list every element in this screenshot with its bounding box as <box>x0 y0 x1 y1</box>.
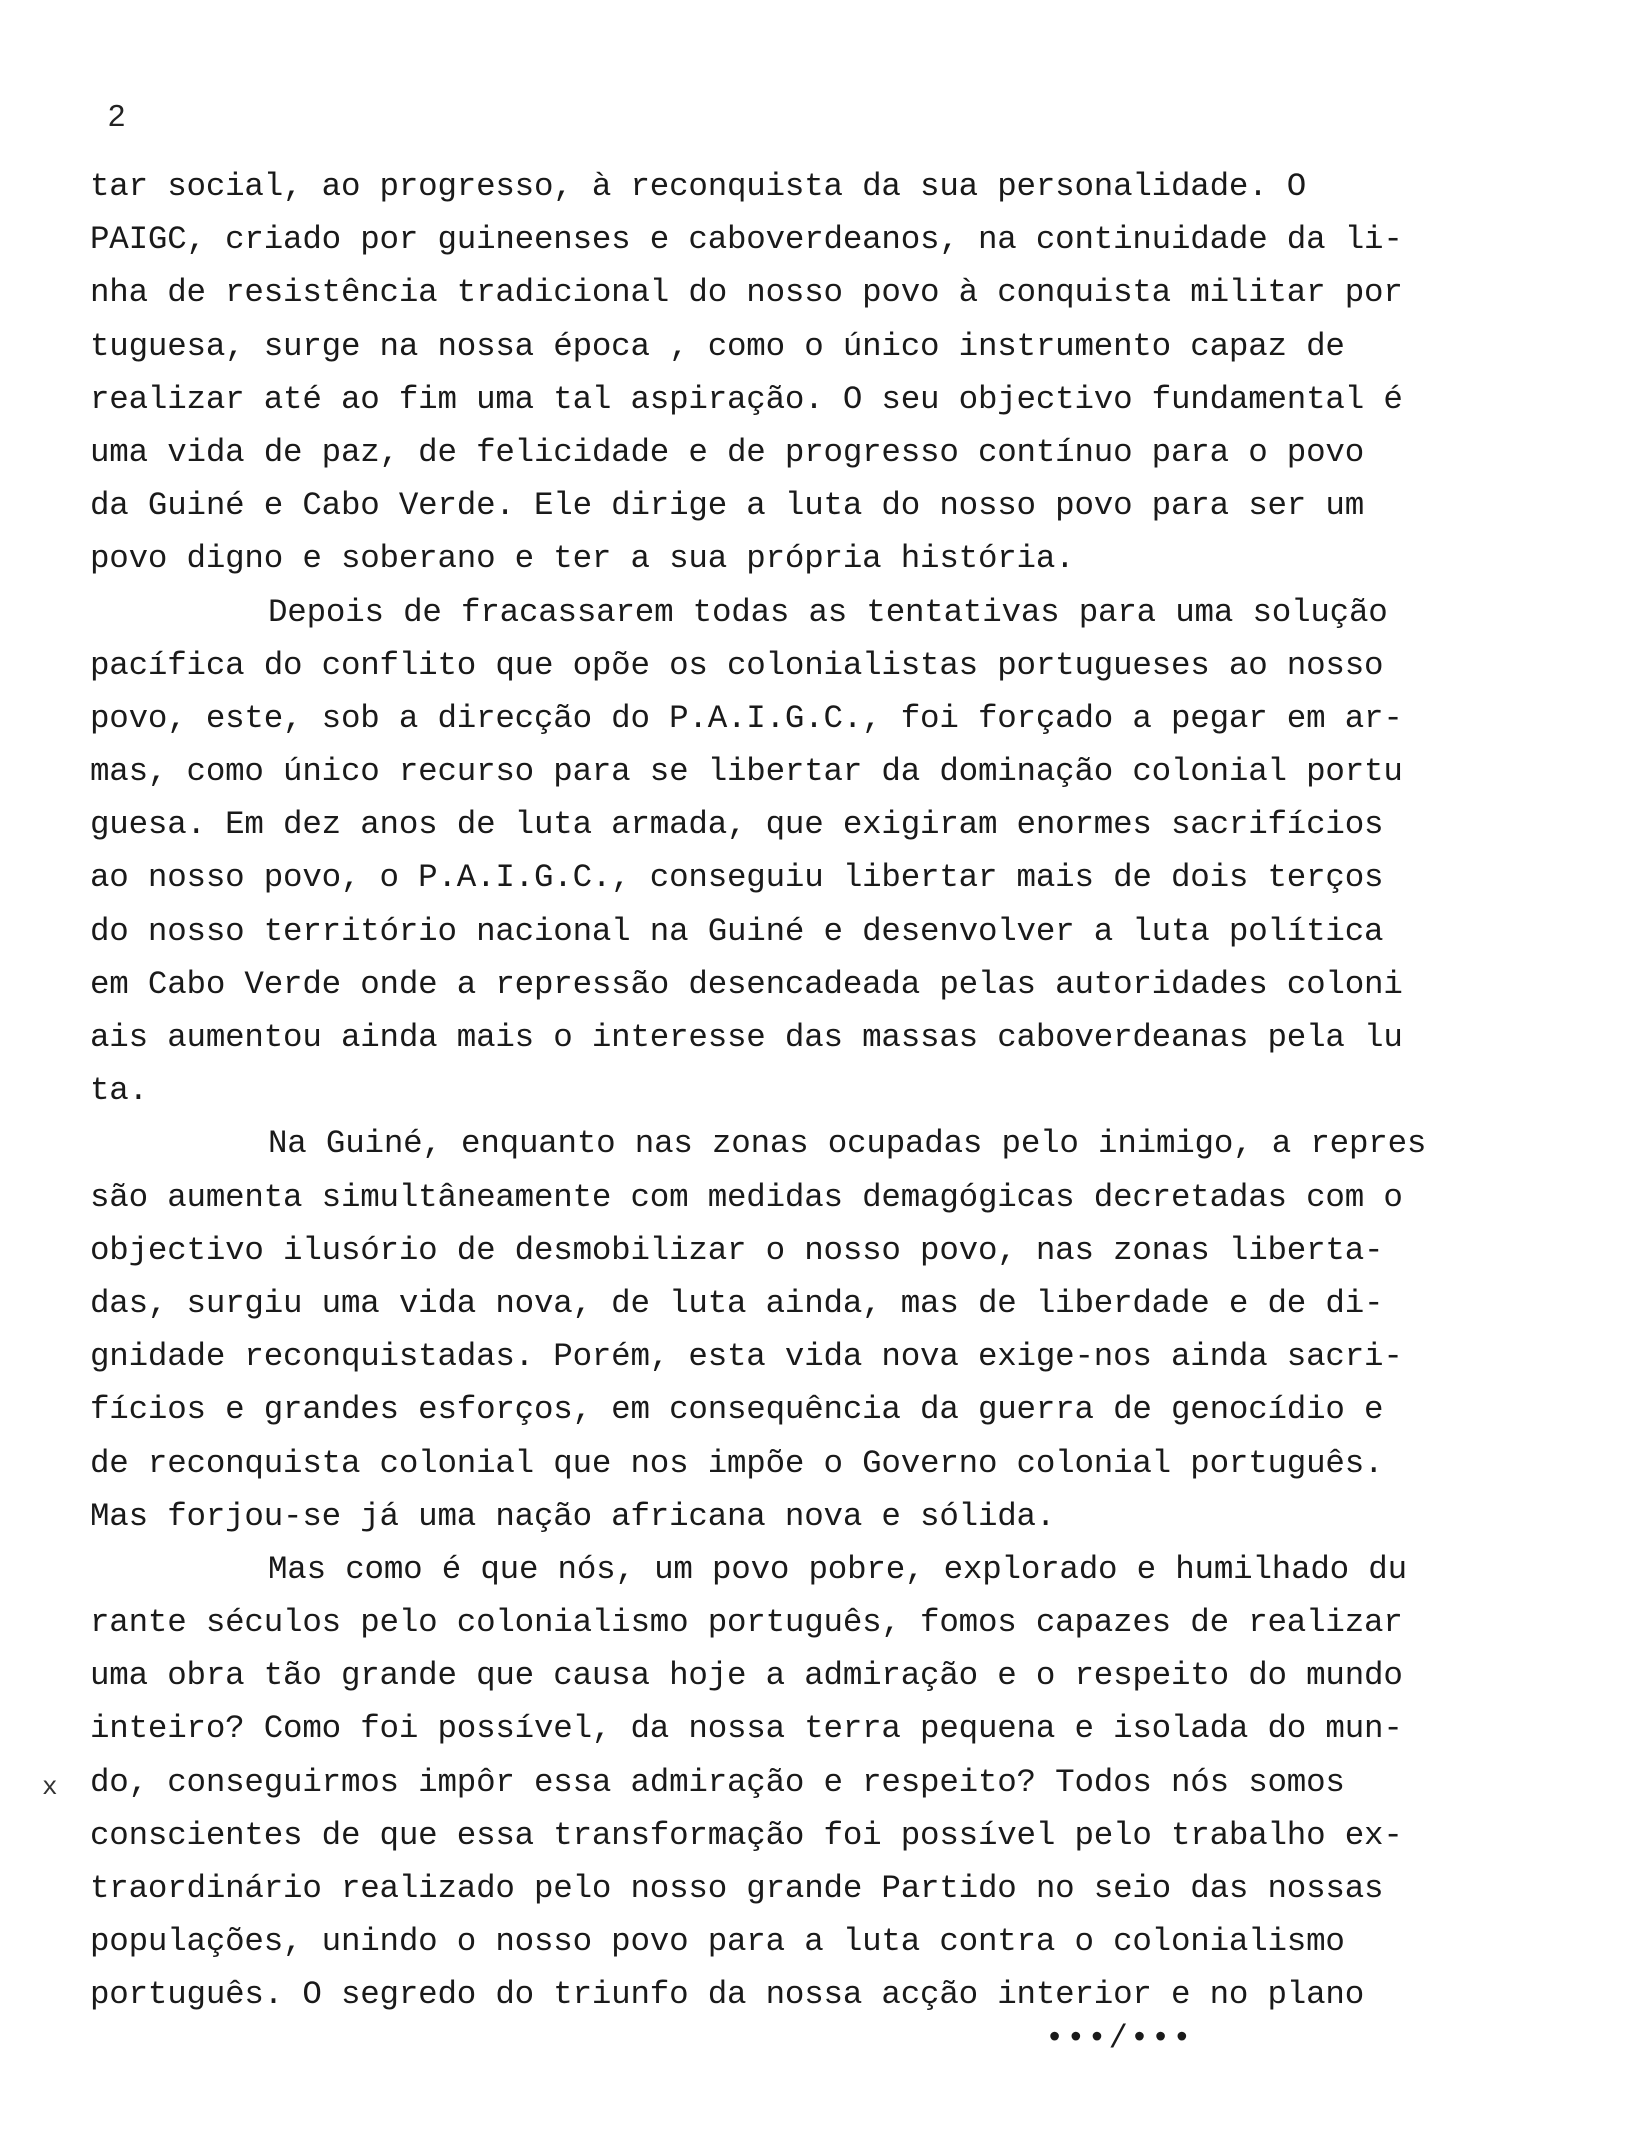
text-line: Na Guiné, enquanto nas zonas ocupadas pelo inimigo, a repres <box>268 1125 1427 1163</box>
text-line: de reconquista colonial que nos impõe o Governo colonial português. <box>90 1444 1384 1482</box>
text-line: fícios e grandes esforços, em consequência da guerra de genocídio e <box>90 1391 1384 1429</box>
text-line: ao nosso povo, o P.A.I.G.C., conseguiu libertar mais de dois terços <box>90 859 1384 897</box>
text-line: populações, unindo o nosso povo para a luta contra o colonialismo <box>90 1923 1345 1961</box>
text-line: povo, este, sob a direcção do P.A.I.G.C., foi forçado a pegar em ar- <box>90 699 1403 737</box>
text-line: mas, como único recurso para se libertar da dominação colonial portu <box>90 753 1403 791</box>
text-line: inteiro? Como foi possível, da nossa terra pequena e isolada do mun- <box>90 1710 1403 1748</box>
text-line: traordinário realizado pelo nosso grande Partido no seio das nossas <box>90 1870 1384 1907</box>
text-line: gnidade reconquistadas. Porém, esta vida nova exige-nos ainda sacri- <box>90 1338 1403 1376</box>
text-line: em Cabo Verde onde a repressão desencadeada pelas autoridades coloni <box>90 965 1403 1003</box>
text-line: das, surgiu uma vida nova, de luta ainda, mas de liberdade e de di- <box>90 1284 1384 1322</box>
text-line: Mas como é que nós, um povo pobre, explorado e humilhado du <box>268 1550 1407 1588</box>
text-line: Mas forjou-se já uma nação africana nova e sólida. <box>90 1497 1056 1535</box>
text-line: PAIGC, criado por guineenses e caboverdeanos, na continuidade da li- <box>90 221 1403 259</box>
text-line: ais aumentou ainda mais o interesse das massas caboverdeanas pela lu <box>90 1019 1403 1056</box>
text-line: Depois de fracassarem todas as tentativas para uma solução <box>268 593 1388 631</box>
margin-mark: x <box>42 1772 58 1802</box>
text-line: realizar até ao fim uma tal aspiração. O seu objectivo fundamental é <box>90 380 1403 418</box>
text-line: objectivo ilusório de desmobilizar o nosso povo, nas zonas liberta- <box>90 1231 1384 1269</box>
text-line: ta. <box>90 1072 148 1110</box>
text-line: uma obra tão grande que causa hoje a admiração e o respeito do mundo <box>90 1657 1403 1695</box>
text-line: tuguesa, surge na nossa época , como o único instrumento capaz de <box>90 327 1345 365</box>
page-number: 2 <box>108 98 126 133</box>
text-line: são aumenta simultâneamente com medidas demagógicas decretadas com o <box>90 1178 1403 1216</box>
text-line: uma vida de paz, de felicidade e de progresso contínuo para o povo <box>90 433 1365 471</box>
text-line: rante séculos pelo colonialismo português, fomos capazes de realizar <box>90 1604 1403 1642</box>
continuation-mark: •••/••• <box>1045 2020 1194 2057</box>
text-line: pacífica do conflito que opõe os colonialistas portugueses ao nosso <box>90 646 1384 684</box>
text-line: guesa. Em dez anos de luta armada, que exigiram enormes sacrifícios <box>90 806 1384 844</box>
text-line: do nosso território nacional na Guiné e desenvolver a luta política <box>90 912 1384 950</box>
body-text <box>90 160 1510 2022</box>
text-line: português. O segredo do triunfo da nossa acção interior e no plano <box>90 1976 1365 2014</box>
text-line: povo digno e soberano e ter a sua própria história. <box>90 540 1075 578</box>
text-line: conscientes de que essa transformação foi possível pelo trabalho ex- <box>90 1816 1403 1854</box>
text-line: tar social, ao progresso, à reconquista da sua personalidade. O <box>90 168 1307 205</box>
text-line: do, conseguirmos impôr essa admiração e respeito? Todos nós somos <box>90 1763 1345 1801</box>
text-line: nha de resistência tradicional do nosso povo à conquista militar por <box>90 274 1403 312</box>
text-line: da Guiné e Cabo Verde. Ele dirige a luta do nosso povo para ser um <box>90 487 1365 525</box>
